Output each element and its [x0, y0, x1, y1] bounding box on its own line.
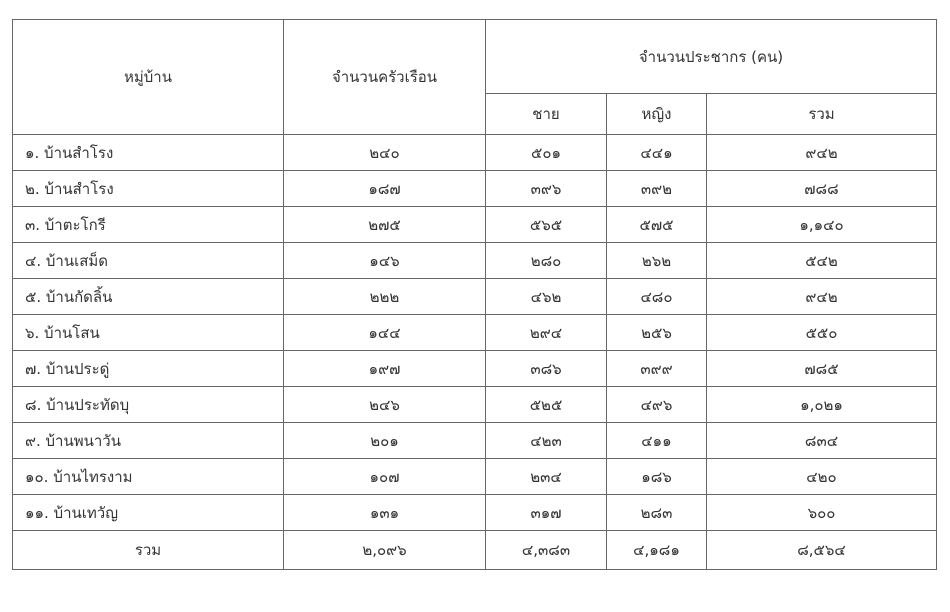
cell-male: ๓๘๖: [486, 351, 607, 387]
population-table-container: [12, 19, 937, 570]
total-label: รวม: [13, 531, 284, 570]
cell-total: ๔๒๐: [707, 459, 937, 495]
header-village: หมู่บ้าน: [13, 20, 284, 135]
cell-total: ๘๓๔: [707, 423, 937, 459]
cell-name: ๔. บ้านเสม็ด: [13, 243, 284, 279]
cell-households: ๑๔๖: [284, 243, 486, 279]
header-female: หญิง: [607, 94, 707, 135]
total-male: ๔,๓๘๓: [486, 531, 607, 570]
cell-female: ๑๘๖: [607, 459, 707, 495]
village-population-table: [12, 19, 937, 570]
total-female: ๔,๑๘๑: [607, 531, 707, 570]
cell-name: ๑. บ้านสำโรง: [13, 135, 284, 171]
cell-total: ๑,๑๔๐: [707, 207, 937, 243]
cell-male: ๒๘๐: [486, 243, 607, 279]
cell-total: ๗๘๘: [707, 171, 937, 207]
cell-name: ๗. บ้านประดู่: [13, 351, 284, 387]
table-row: [13, 387, 937, 423]
totals-row: [13, 531, 937, 570]
total-total: ๘,๕๖๔: [707, 531, 937, 570]
table-row: [13, 135, 937, 171]
cell-female: ๕๗๕: [607, 207, 707, 243]
cell-female: ๔๙๖: [607, 387, 707, 423]
cell-name: ๘. บ้านประทัดบุ: [13, 387, 284, 423]
cell-households: ๒๔๖: [284, 387, 486, 423]
cell-male: ๕๒๕: [486, 387, 607, 423]
table-row: [13, 207, 937, 243]
header-population: จำนวนประชากร (คน): [486, 20, 937, 94]
table-row: [13, 243, 937, 279]
cell-households: ๑๓๑: [284, 495, 486, 531]
cell-name: ๖. บ้านโสน: [13, 315, 284, 351]
cell-name: ๑๐. บ้านไทรงาม: [13, 459, 284, 495]
header-households: จำนวนครัวเรือน: [284, 20, 486, 135]
table-row: [13, 351, 937, 387]
cell-total: ๙๔๒: [707, 135, 937, 171]
table-body: [13, 20, 937, 570]
header-row: [13, 20, 937, 94]
cell-name: ๒. บ้านสำโรง: [13, 171, 284, 207]
cell-households: ๒๔๐: [284, 135, 486, 171]
header-male: ชาย: [486, 94, 607, 135]
cell-female: ๔๘๐: [607, 279, 707, 315]
table-row: [13, 315, 937, 351]
cell-households: ๑๘๗: [284, 171, 486, 207]
cell-name: ๑๑. บ้านเทวัญ: [13, 495, 284, 531]
cell-households: ๒๒๒: [284, 279, 486, 315]
cell-male: ๒๙๔: [486, 315, 607, 351]
header-total: รวม: [707, 94, 937, 135]
cell-female: ๓๙๒: [607, 171, 707, 207]
table-row: [13, 279, 937, 315]
cell-households: ๒๗๕: [284, 207, 486, 243]
cell-name: ๙. บ้านพนาวัน: [13, 423, 284, 459]
cell-male: ๓๙๖: [486, 171, 607, 207]
table-row: [13, 171, 937, 207]
cell-households: ๑๙๗: [284, 351, 486, 387]
cell-name: ๕. บ้านกัดลิ้น: [13, 279, 284, 315]
table-row: [13, 423, 937, 459]
cell-male: ๒๓๔: [486, 459, 607, 495]
cell-female: ๒๘๓: [607, 495, 707, 531]
cell-households: ๒๐๑: [284, 423, 486, 459]
table-row: [13, 495, 937, 531]
total-households: ๒,๐๙๖: [284, 531, 486, 570]
cell-total: ๖๐๐: [707, 495, 937, 531]
cell-total: ๕๔๒: [707, 243, 937, 279]
cell-total: ๗๘๕: [707, 351, 937, 387]
cell-total: ๙๔๒: [707, 279, 937, 315]
cell-male: ๔๒๓: [486, 423, 607, 459]
cell-male: ๔๖๒: [486, 279, 607, 315]
cell-total: ๕๕๐: [707, 315, 937, 351]
cell-female: ๓๙๙: [607, 351, 707, 387]
cell-male: ๕๐๑: [486, 135, 607, 171]
table-row: [13, 459, 937, 495]
cell-male: ๓๑๗: [486, 495, 607, 531]
cell-female: ๔๑๑: [607, 423, 707, 459]
cell-female: ๒๕๖: [607, 315, 707, 351]
cell-name: ๓. บ้าตะโกรี: [13, 207, 284, 243]
cell-male: ๕๖๕: [486, 207, 607, 243]
cell-female: ๔๔๑: [607, 135, 707, 171]
cell-female: ๒๖๒: [607, 243, 707, 279]
cell-households: ๑๐๗: [284, 459, 486, 495]
cell-households: ๑๔๔: [284, 315, 486, 351]
cell-total: ๑,๐๒๑: [707, 387, 937, 423]
